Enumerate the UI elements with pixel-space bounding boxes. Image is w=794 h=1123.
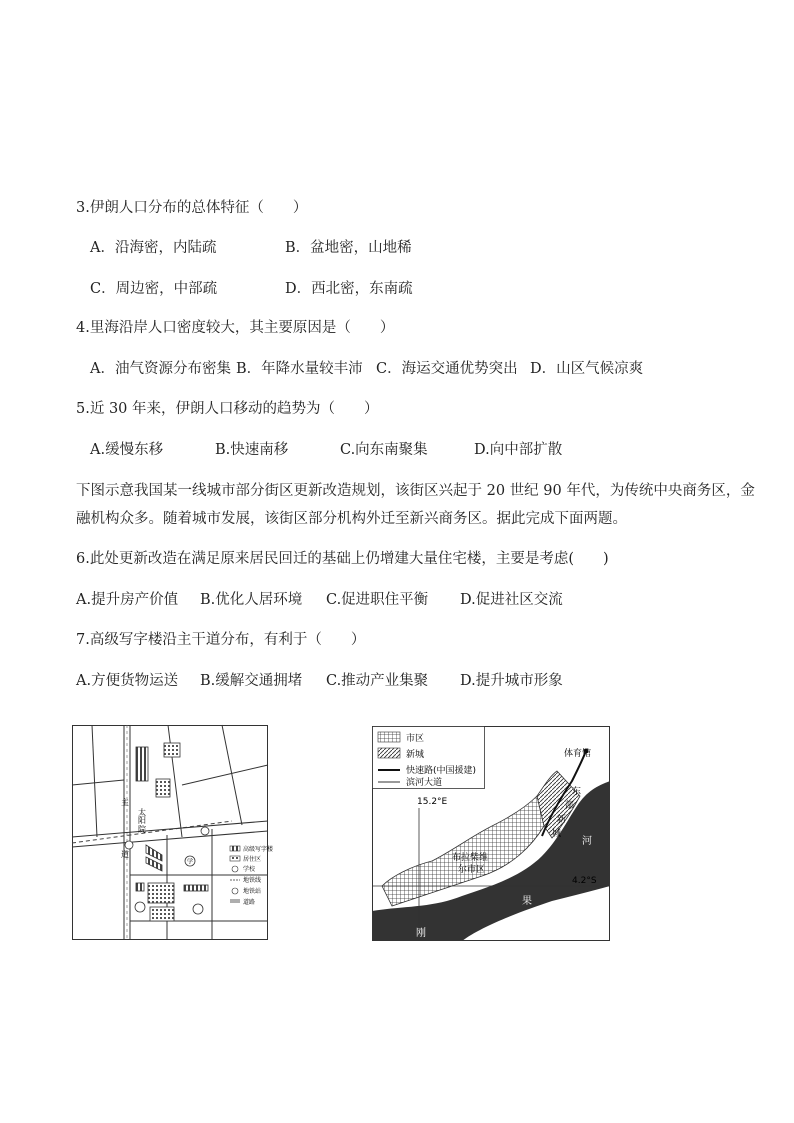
new-city-label-1: 东 <box>572 787 582 797</box>
q4-stem: 4.里海沿岸人口密度较大，其主要原因是（ ） <box>76 320 395 336</box>
new-city-label-2: 部 <box>565 801 575 811</box>
stadium-label: 体育馆 <box>564 749 592 759</box>
place-label-2: 阳 <box>138 816 146 825</box>
q5-option-b[interactable]: B.快速南移 <box>215 442 289 458</box>
street-map-figure <box>72 725 274 940</box>
road-label-2: 道 <box>121 850 129 859</box>
q3-stem: 3.伊朗人口分布的总体特征（ ） <box>76 200 308 216</box>
svg-text:市区: 市区 <box>406 734 425 744</box>
river-label-he: 河 <box>582 836 592 847</box>
q6-option-a[interactable]: A.提升房产价值 <box>76 592 179 608</box>
q4-option-a[interactable]: A．油气资源分布密集 <box>90 361 231 377</box>
q6-option-b[interactable]: B.优化人居环境 <box>200 592 303 608</box>
intro-line-2: 融机构众多。随着城市发展，该街区部分机构外迁至新兴商务区。据此完成下面两题。 <box>76 511 627 527</box>
svg-text:快速路(中国援建): 快速路(中国援建) <box>406 766 477 776</box>
q5-stem: 5.近 30 年来，伊朗人口移动的趋势为（ ） <box>76 401 379 417</box>
q5-option-d[interactable]: D.向中部扩散 <box>474 442 563 458</box>
intro-line-1: 下图示意我国某一线城市部分街区更新改造规划，该街区兴起于 20 世纪 90 年代，为传统中央商务区，金 <box>76 483 755 499</box>
new-city-label-3: 新 <box>557 815 567 825</box>
q7-option-b[interactable]: B.缓解交通拥堵 <box>200 673 303 689</box>
longitude-label: 15.2°E <box>417 797 448 807</box>
q5-option-c[interactable]: C.向东南聚集 <box>340 442 428 458</box>
river-label-gang: 刚 <box>416 928 426 939</box>
svg-text:滨河大道: 滨河大道 <box>406 778 443 788</box>
new-city-label-4: 城 <box>552 829 562 839</box>
place-label-3: 院 <box>138 825 146 834</box>
q7-option-d[interactable]: D.提升城市形象 <box>460 673 563 689</box>
river-label-guo: 果 <box>522 896 532 907</box>
q4-option-b[interactable]: B．年降水量较丰沛 <box>236 361 363 377</box>
q7-stem: 7.高级写字楼沿主干道分布，有利于（ ） <box>76 632 366 648</box>
q3-option-c[interactable]: C．周边密，中部疏 <box>90 281 218 297</box>
svg-text:居住区: 居住区 <box>243 856 262 863</box>
city-label-2: 尔市区 <box>458 865 486 875</box>
brazzaville-map-figure <box>372 726 612 942</box>
q4-option-d[interactable]: D．山区气候凉爽 <box>530 361 644 377</box>
svg-text:学校: 学校 <box>243 866 256 873</box>
svg-text:新城: 新城 <box>406 750 425 760</box>
latitude-label: 4.2°S <box>572 876 597 886</box>
q6-option-d[interactable]: D.促进社区交流 <box>460 592 563 608</box>
q3-option-b[interactable]: B．盆地密，山地稀 <box>285 240 412 256</box>
q7-option-a[interactable]: A.方便货物运送 <box>76 673 179 689</box>
svg-text:高级写字楼: 高级写字楼 <box>243 846 274 853</box>
road-label: 主 <box>121 798 129 807</box>
q3-option-a[interactable]: A．沿海密，内陆疏 <box>90 240 217 256</box>
svg-text:道路: 道路 <box>243 899 256 906</box>
svg-text:地铁站: 地铁站 <box>243 888 262 895</box>
school-symbol: 学 <box>186 858 194 866</box>
svg-text:地铁线: 地铁线 <box>243 877 262 884</box>
place-label-1: 太 <box>138 808 146 817</box>
q7-option-c[interactable]: C.推动产业集聚 <box>326 673 429 689</box>
q6-option-c[interactable]: C.促进职住平衡 <box>326 592 429 608</box>
q6-stem: 6.此处更新改造在满足原来居民回迁的基础上仍增建大量住宅楼，主要是考虑( ) <box>76 551 609 567</box>
map2-legend <box>373 727 485 789</box>
q4-option-c[interactable]: C．海运交通优势突出 <box>376 361 518 377</box>
city-label-1: 布拉柴维 <box>452 853 489 863</box>
q5-option-a[interactable]: A.缓慢东移 <box>90 442 164 458</box>
q3-option-d[interactable]: D．西北密，东南疏 <box>285 281 413 297</box>
